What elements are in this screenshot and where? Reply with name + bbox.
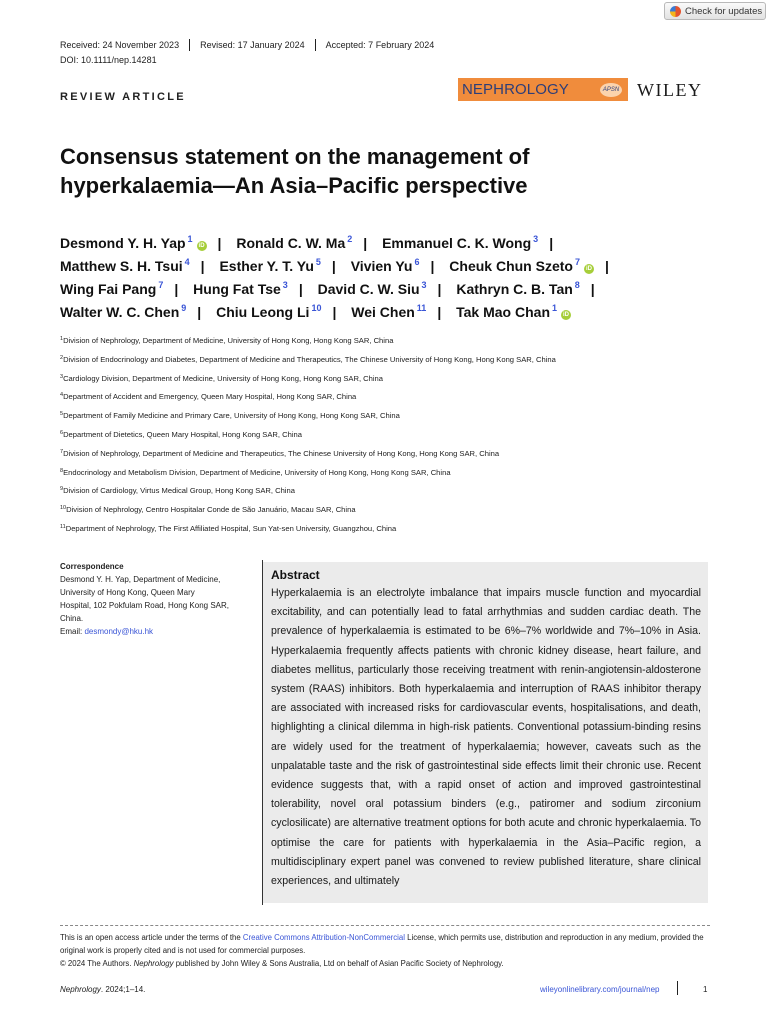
affiliation: $^5$Department of Family Medicine and Primary Care, University of Hong Kong, Hong Kong SAR, China — [60, 411, 400, 421]
correspondence — [60, 560, 250, 638]
affiliation-ref[interactable]: 7 — [574, 257, 580, 267]
affiliation: $^2$Division of Endocrinology and Diabetes, Department of Medicine and Therapeutics, The Chinese University of Hong Kong, Hong Kong SAR, China — [60, 354, 556, 364]
license-link[interactable]: Creative Commons Attribution-NonCommercial — [242, 933, 405, 942]
author-line: Matthew S. H. Tsui $^4$ | Esther Y. T. Yu $^5$ | Vivien Yu $^6$ | Cheuk Chun Szeto $^7$iD | — [60, 257, 609, 274]
correspondence-line: University of Hong Kong, Queen Mary — [60, 588, 195, 597]
journal-name: NEPHROLOGY — [462, 81, 569, 98]
affiliation-ref[interactable]: 8 — [574, 280, 580, 290]
revised-date: Revised: 17 January 2024 — [200, 40, 305, 50]
affiliation-ref[interactable]: 3 — [282, 280, 288, 290]
author-name[interactable]: Wing Fai Pang — [60, 281, 157, 297]
affiliation-ref[interactable]: 5 — [315, 257, 321, 267]
affiliation-ref[interactable]: 6 — [414, 257, 420, 267]
correspondence-email-line: Email: desmondy@hku.hk — [60, 627, 154, 636]
affiliation-ref[interactable]: 3 — [421, 280, 427, 290]
abstract-text: Hyperkalaemia is an electrolyte imbalance that impairs muscle function and myocardial excitability, and can potentially lead to fatal arrhythmias and sudden cardiac death. The prevalence of hyperkalaemia is estimated to be 6%–7% worldwide and 7%–10% in Asia. Hyperkalaemia frequently affects patients with chronic kidney disease, heart failure, and diabetes mellitus, particularly those receiving treatment with renin-angiotensin-aldosterone system (RAAS) inhibitors. Both hyperkalaemia and interruption of RAAS inhibitor therapy are associated with increased risks for cardiovascular events, hospitalisations, and death, highlighting a clinical dilemma in high-risk patients. Conventional potassium-binding resins are widely used for the treatment of hyperkalaemia; however, caveats such as the unpalatable taste and the risk of gastrointestinal side effects limit their chronic use. Recent evidence suggests that, with a rapid onset of action and improved gastrointestinal tolerability, novel oral potassium binders (e.g., patiromer and sodium zirconium cyclosilicate) are alternative treatment options for both acute and chronic hyperkalaemia. To optimise the care for patients with hyperkalaemia in the Asia–Pacific region, a multidisciplinary expert panel was convened to review published literature, share clinical experiences, and ultimately — [271, 587, 701, 888]
copyright-text: © 2024 The Authors. Nephrology published by John Wiley & Sons Australia, Ltd on behalf of Asian Pacific Society of Nephrology. — [60, 959, 504, 968]
author-name[interactable]: Cheuk Chun Szeto — [449, 258, 573, 274]
crossmark-icon — [670, 6, 681, 17]
author-line: Desmond Y. H. Yap $^1$iD | Ronald C. W. Ma $^2$ | Emmanuel C. K. Wong $^3$ | — [60, 234, 554, 251]
affiliation: $^3$Cardiology Division, Department of Medicine, University of Hong Kong, Hong Kong SAR, China — [60, 373, 384, 383]
author-name[interactable]: Desmond Y. H. Yap — [60, 235, 186, 251]
email-link[interactable]: desmondy@hku.hk — [84, 627, 154, 636]
affiliation-ref[interactable]: 3 — [533, 234, 539, 244]
correspondence-line: Desmond Y. H. Yap, Department of Medicine, — [60, 575, 221, 584]
author-name[interactable]: Tak Mao Chan — [456, 304, 550, 320]
affiliation: $^1$Division of Nephrology, Department of Medicine, University of Hong Kong, Hong Kong SAR, China — [60, 336, 394, 345]
affiliation: $^{11}$Department of Nephrology, The First Affiliated Hospital, Sun Yat-sen University, Guangzhou, China — [60, 523, 397, 533]
author-name[interactable]: Matthew S. H. Tsui — [60, 258, 183, 274]
author-name[interactable]: Kathryn C. B. Tan — [456, 281, 573, 297]
affiliation: $^7$Division of Nephrology, Department of Medicine and Therapeutics, The Chinese University of Hong Kong, Hong Kong SAR, China — [60, 448, 500, 458]
page-number: 1 — [703, 985, 708, 994]
article-title-line: Consensus statement on the management of — [60, 144, 530, 169]
article-dates — [60, 39, 434, 51]
abstract-box — [263, 562, 708, 903]
publisher-logo: WILEY — [637, 80, 703, 100]
accepted-date: Accepted: 7 February 2024 — [325, 40, 435, 50]
author-name[interactable]: Vivien Yu — [350, 258, 413, 274]
affiliation-ref[interactable]: 11 — [416, 303, 427, 313]
affiliation: $^6$Department of Dietetics, Queen Mary Hospital, Hong Kong SAR, China — [60, 429, 302, 439]
affiliation: $^{10}$Division of Nephrology, Centro Hospitalar Conde de São Januário, Macau SAR, China — [60, 505, 356, 515]
affiliation-ref[interactable]: 2 — [347, 234, 353, 244]
footnote-divider — [60, 925, 710, 926]
footer-journal-link[interactable]: wileyonlinelibrary.com/journal/nep — [540, 985, 660, 994]
author-name[interactable]: Chiu Leong Li — [216, 304, 310, 320]
footer-citation: Nephrology. 2024;1–14. — [60, 985, 146, 994]
orcid-icon[interactable]: iD — [198, 243, 205, 249]
affiliation-ref[interactable]: 10 — [311, 303, 322, 313]
correspondence-heading: Correspondence — [60, 562, 124, 571]
author-name[interactable]: Wei Chen — [351, 304, 415, 320]
article-title — [60, 142, 680, 200]
author-name[interactable]: Ronald C. W. Ma — [236, 235, 346, 251]
author-list — [60, 228, 720, 320]
check-for-updates-button[interactable] — [664, 2, 766, 20]
affiliation-ref[interactable]: 1 — [552, 303, 558, 313]
orcid-icon[interactable]: iD — [585, 266, 592, 272]
affiliation-ref[interactable]: 7 — [158, 280, 164, 290]
journal-banner — [458, 78, 628, 101]
article-title-line: hyperkalaemia—An Asia–Pacific perspective — [60, 173, 528, 198]
author-name[interactable]: Walter W. C. Chen — [60, 304, 180, 320]
affiliation: $^4$Department of Accident and Emergency, Queen Mary Hospital, Hong Kong SAR, China — [60, 392, 357, 402]
date-separator — [189, 39, 190, 51]
affiliation-list — [60, 330, 720, 537]
society-logo-icon: APSN — [600, 83, 622, 97]
author-line: Walter W. C. Chen $^9$ | Chiu Leong Li $^{10}$ | Wei Chen $^{11}$ | Tak Mao Chan $^1$iD — [60, 303, 570, 320]
affiliation-ref[interactable]: 1 — [187, 234, 193, 244]
doi: DOI: 10.1111/nep.14281 — [60, 55, 157, 65]
author-line: Wing Fai Pang $^7$ | Hung Fat Tse $^3$ | David C. W. Siu $^3$ | Kathryn C. B. Tan $^8$ | — [60, 280, 595, 297]
affiliation: $^8$Endocrinology and Metabolism Division, Department of Medicine, University of Hong Kong, Hong Kong SAR, China — [60, 467, 451, 477]
received-date: Received: 24 November 2023 — [60, 40, 180, 50]
author-name[interactable]: Esther Y. T. Yu — [219, 258, 314, 274]
check-for-updates-label: Check for updates — [685, 5, 763, 17]
abstract-heading: Abstract — [271, 568, 320, 582]
author-name[interactable]: Emmanuel C. K. Wong — [382, 235, 532, 251]
footer-separator — [677, 981, 678, 995]
affiliation: $^9$Division of Cardiology, Virtus Medical Group, Hong Kong SAR, China — [60, 486, 295, 496]
author-name[interactable]: David C. W. Siu — [317, 281, 420, 297]
correspondence-line: Hospital, 102 Pokfulam Road, Hong Kong SAR, — [60, 601, 229, 610]
license-note — [60, 931, 710, 970]
affiliation-ref[interactable]: 9 — [181, 303, 187, 313]
correspondence-line: China. — [60, 614, 84, 623]
article-type: REVIEW ARTICLE — [60, 91, 186, 103]
license-text: This is an open access article under the terms of the Creative Commons Attribution-NonCommercial License, which permits use, distribution and reproduction in any medium, provided the original work is properly cited and is not used for commercial purposes. — [60, 933, 704, 955]
affiliation-ref[interactable]: 4 — [184, 257, 190, 267]
author-name[interactable]: Hung Fat Tse — [193, 281, 281, 297]
date-separator — [315, 39, 316, 51]
orcid-icon[interactable]: iD — [563, 312, 570, 318]
